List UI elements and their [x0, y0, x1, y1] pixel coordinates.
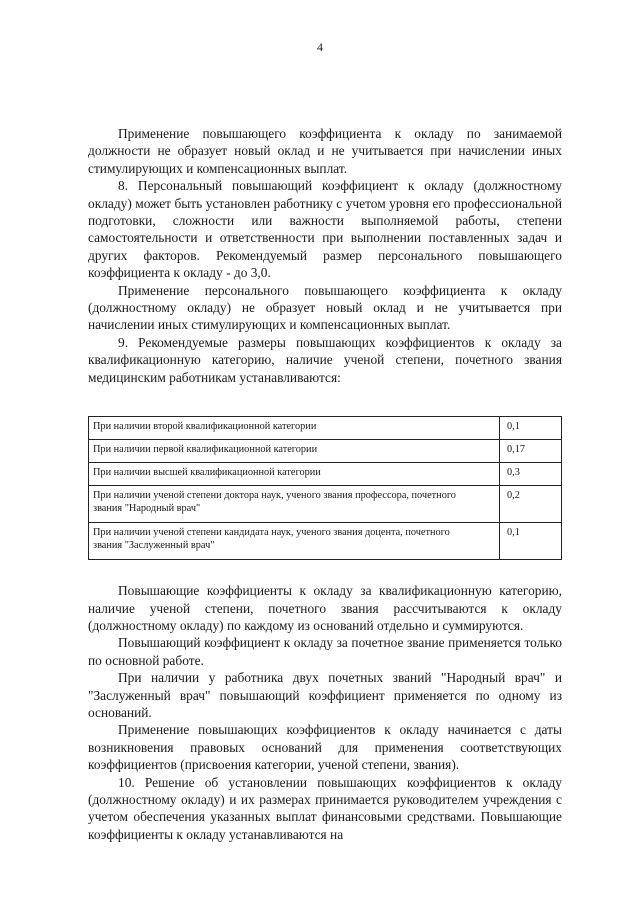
table-cell-condition: При наличии второй квалификационной категории [89, 417, 500, 440]
table-cell-value: 0,1 [500, 523, 562, 560]
page-number: 4 [317, 40, 323, 54]
document-body [88, 125, 562, 843]
table-row [89, 463, 562, 486]
table-row [89, 440, 562, 463]
paragraph: Применение повышающего коэффициента к окладу по занимаемой должности не образует новый оклад и не учитывается при начислении иных стимулирующих и компенсационных выплат. [88, 126, 562, 176]
paragraph: Повышающие коэффициенты к окладу за квалификационную категорию, наличие ученой степени, почетного звания рассчитываются к окладу (должностному окладу) по каждому из оснований отдельно и суммируются. [88, 583, 562, 633]
table-cell-condition: При наличии высшей квалификационной категории [89, 463, 500, 486]
table-row [89, 417, 562, 440]
table-cell-value: 0,2 [500, 486, 562, 523]
paragraph: 8. Персональный повышающий коэффициент к окладу (должностному окладу) может быть установлен работнику с учетом уровня его профессиональной подготовки, сложности или важности выполняемой работы, степени самостоятельности и ответственности при выполнении поставленных задач и других факторов. Рекомендуемый размер персонального повышающего коэффициента к окладу - до 3,0. [88, 178, 562, 281]
table-cell-condition: При наличии ученой степени кандидата наук, ученого звания доцента, почетного звания "Заслуженный врач" [89, 523, 500, 560]
paragraph: При наличии у работника двух почетных званий "Народный врач" и "Заслуженный врач" повышающий коэффициент применяется по одному из оснований. [88, 670, 562, 720]
paragraph: 9. Рекомендуемые размеры повышающих коэффициентов к окладу за квалификационную категорию, наличие ученой степени, почетного звания медицинским работникам устанавливаются: [88, 334, 562, 385]
paragraph: 10. Решение об установлении повышающих коэффициентов к окладу (должностному окладу) и их размерах принимается руководителем учреждения с учетом обеспечения указанных выплат финансовыми средствами. Повышающие коэффициенты к окладу устанавливаются на [88, 774, 562, 842]
table-cell-condition: При наличии ученой степени доктора наук, ученого звания профессора, почетного звания "Народный врач" [89, 486, 500, 523]
table-row [89, 486, 562, 523]
table-cell-value: 0,17 [500, 440, 562, 463]
table-row [89, 523, 562, 560]
paragraph: Применение персонального повышающего коэффициента к окладу (должностному окладу) не образует новый оклад и не учитывается при начислении иных стимулирующих и компенсационных выплат. [88, 282, 562, 333]
paragraph: Применение повышающих коэффициентов к окладу начинается с даты возникновения правовых оснований для применения соответствующих коэффициентов (присвоения категории, ученой степени, звания). [88, 722, 562, 773]
table-cell-condition: При наличии первой квалификационной категории [89, 440, 500, 463]
coefficient-table [88, 416, 562, 560]
table-cell-value: 0,1 [500, 417, 562, 440]
paragraph: Повышающий коэффициент к окладу за почетное звание применяется только по основной работе. [88, 635, 562, 668]
table-cell-value: 0,3 [500, 463, 562, 486]
